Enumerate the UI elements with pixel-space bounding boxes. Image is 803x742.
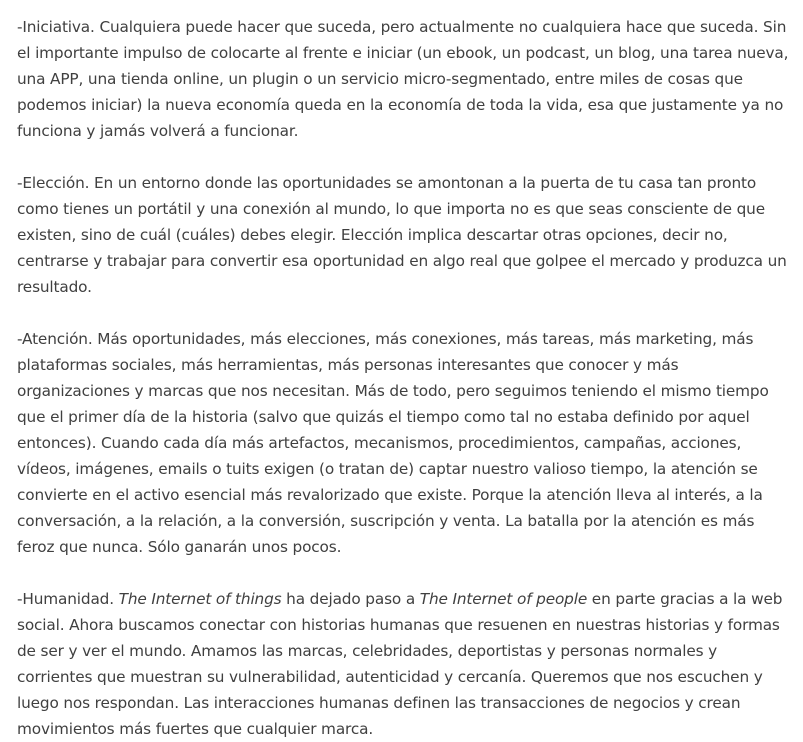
humanidad-text-1: -Humanidad. bbox=[17, 590, 119, 608]
humanidad-text-3: en parte gracias a la web social. Ahora buscamos conectar con historias humanas que resuenen en nuestras historias y formas de ser y ver el mundo. Amamos las marcas, celebridades, deportistas y personas normales y corrientes que muestran su vulnerabilidad, autenticidad y cercanía. Queremos que nos escuchen y luego nos respondan. Las interacciones humanas definen las transacciones de negocios y crean movimientos más fuertes que cualquier marca. bbox=[17, 590, 783, 738]
humanidad-text-2: ha dejado paso a bbox=[281, 590, 420, 608]
emphasis-internet-of-people: The Internet of people bbox=[419, 590, 588, 608]
paragraph-iniciativa: -Iniciativa. Cualquiera puede hacer que suceda, pero actualmente no cualquiera hace que suceda. Sin el importante impulso de colocarte al frente e iniciar (un ebook, un podcast, un blog, una tarea nueva, una APP, una tienda online, un plugin o un servicio micro-segmentado, entre miles de cosas que podemos iniciar) la nueva economía queda en la economía de toda la vida, esa que justamente ya no funciona y jamás volverá a funcionar. bbox=[17, 18, 789, 140]
paragraph-eleccion: -Elección. En un entorno donde las oportunidades se amontonan a la puerta de tu casa tan pronto como tienes un portátil y una conexión al mundo, lo que importa no es que seas consciente de que existen, sino de cuál (cuáles) debes elegir. Elección implica descartar otras opciones, decir no, centrarse y trabajar para convertir esa oportunidad en algo real que golpee el mercado y produzca un resultado. bbox=[17, 174, 787, 296]
paragraph-atencion: -Atención. Más oportunidades, más elecciones, más conexiones, más tareas, más marketing, más plataformas sociales, más herramientas, más personas interesantes que conocer y más organizaciones y marcas que nos necesitan. Más de todo, pero seguimos teniendo el mismo tiempo que el primer día de la historia (salvo que quizás el tiempo como tal no estaba definido por aquel entonces). Cuando cada día más artefactos, mecanismos, procedimientos, campañas, acciones, vídeos, imágenes, emails o tuits exigen (o tratan de) captar nuestro valioso tiempo, la atención se convierte en el activo esencial más revalorizado que existe. Porque la atención lleva al interés, a la conversación, a la relación, a la conversión, suscripción y venta. La batalla por la atención es más feroz que nunca. Sólo ganarán unos pocos. bbox=[17, 330, 769, 556]
emphasis-internet-of-things: The Internet of things bbox=[118, 590, 282, 608]
paragraph-humanidad bbox=[17, 586, 795, 742]
